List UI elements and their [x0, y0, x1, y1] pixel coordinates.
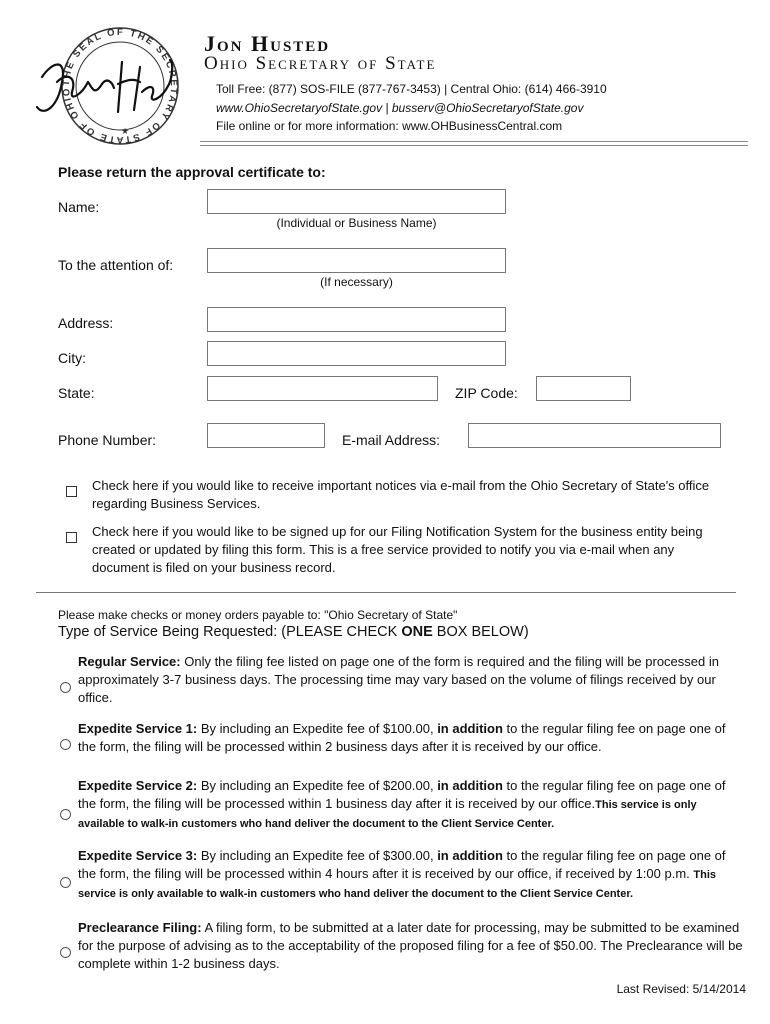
city-label: City: — [58, 350, 86, 366]
regular-service-text: Regular Service: Only the filing fee listed on page one of the form is required and the filing will be processed in approximately 3-7 business days. The processing time may vary based on the volume of filings received by our office. — [78, 654, 719, 705]
svg-text:THE SEAL OF THE SECRETARY OF S: THE SEAL OF THE SECRETARY OF STATE OF OHIO — [60, 26, 180, 146]
email-label: E-mail Address: — [342, 432, 441, 448]
email-field[interactable] — [468, 423, 721, 448]
phone-label: Phone Number: — [58, 432, 157, 448]
expedite-2-text: Expedite Service 2: By including an Expedite fee of $200.00, in addition to the regular filing fee on page one of the form, the filing will be processed within 1 business day after it is received by our office.This service is only available to walk-in customers who hand deliver the document to the Client Service Center. — [78, 778, 726, 830]
service-type-title: Type of Service Being Requested: (PLEASE CHECK ONE BOX BELOW) — [58, 624, 529, 640]
header-rule — [200, 141, 748, 146]
phone-info: Toll Free: (877) SOS-FILE (877-767-3453) | Central Ohio: (614) 466-3910 — [216, 82, 607, 96]
section-divider — [36, 592, 736, 593]
expedite-1-text: Expedite Service 1: By including an Expedite fee of $100.00, in addition to the regular filing fee on page one of the form, the filing will be processed within 2 business days after it is received by our office. — [78, 721, 726, 754]
expedite-3-radio[interactable] — [60, 877, 71, 888]
return-section-title: Please return the approval certificate to: — [58, 164, 326, 180]
zip-field[interactable] — [536, 376, 631, 401]
phone-field[interactable] — [207, 423, 325, 448]
expedite-2-radio[interactable] — [60, 809, 71, 820]
name-field[interactable] — [207, 189, 506, 214]
name-label: Name: — [58, 199, 100, 215]
expedite-3-text: Expedite Service 3: By including an Expedite fee of $300.00, in addition to the regular filing fee on page one of the form, the filing will be processed within 4 hours after it is received by our office, if received by 1:00 p.m. This service is only available to walk-in customers who hand deliver the document to the Client Service Center. — [78, 848, 726, 900]
filing-notification-text: Check here if you would like to be signed up for our Filing Notification System for the business entity being created or updated by filing this form. This is a free service provided to notify you via e-mail when any document is filed on your business record. — [92, 524, 703, 575]
preclearance-text: Preclearance Filing: A filing form, to be submitted at a later date for processing, may be submitted to be examined for the purpose of advising as to the acceptability of the proposed filing for a fee of $50.00. The Preclearance will be complete within 1-2 business days. — [78, 920, 743, 971]
payable-note: Please make checks or money orders payable to: "Ohio Secretary of State" — [58, 608, 458, 622]
zip-label: ZIP Code: — [455, 385, 518, 401]
expedite-1-radio[interactable] — [60, 739, 71, 750]
state-field[interactable] — [207, 376, 438, 401]
file-online-info: File online or for more information: www.OHBusinessCentral.com — [216, 119, 563, 133]
email-notices-checkbox[interactable] — [66, 486, 77, 497]
attention-hint: (If necessary) — [320, 275, 393, 289]
filing-notification-checkbox[interactable] — [66, 532, 77, 543]
official-name: Jon Husted — [204, 31, 331, 56]
attention-field[interactable] — [207, 248, 506, 273]
attention-label: To the attention of: — [58, 257, 174, 273]
address-field[interactable] — [207, 307, 506, 332]
state-seal-logo — [22, 22, 182, 152]
svg-text:★: ★ — [120, 126, 130, 136]
name-hint: (Individual or Business Name) — [276, 216, 437, 230]
last-revised: Last Revised: 5/14/2014 — [616, 982, 746, 996]
web-info: www.OhioSecretaryofState.gov | busserv@OhioSecretaryofState.gov — [216, 101, 584, 115]
city-field[interactable] — [207, 341, 506, 366]
preclearance-radio[interactable] — [60, 947, 71, 958]
email-notices-text: Check here if you would like to receive important notices via e-mail from the Ohio Secretary of State's office regarding Business Services. — [92, 478, 710, 511]
regular-service-radio[interactable] — [60, 682, 71, 693]
state-label: State: — [58, 385, 95, 401]
office-title: Ohio Secretary of State — [204, 53, 437, 74]
svg-text:Jon Husted: Jon Husted — [22, 22, 28, 23]
address-label: Address: — [58, 315, 114, 331]
